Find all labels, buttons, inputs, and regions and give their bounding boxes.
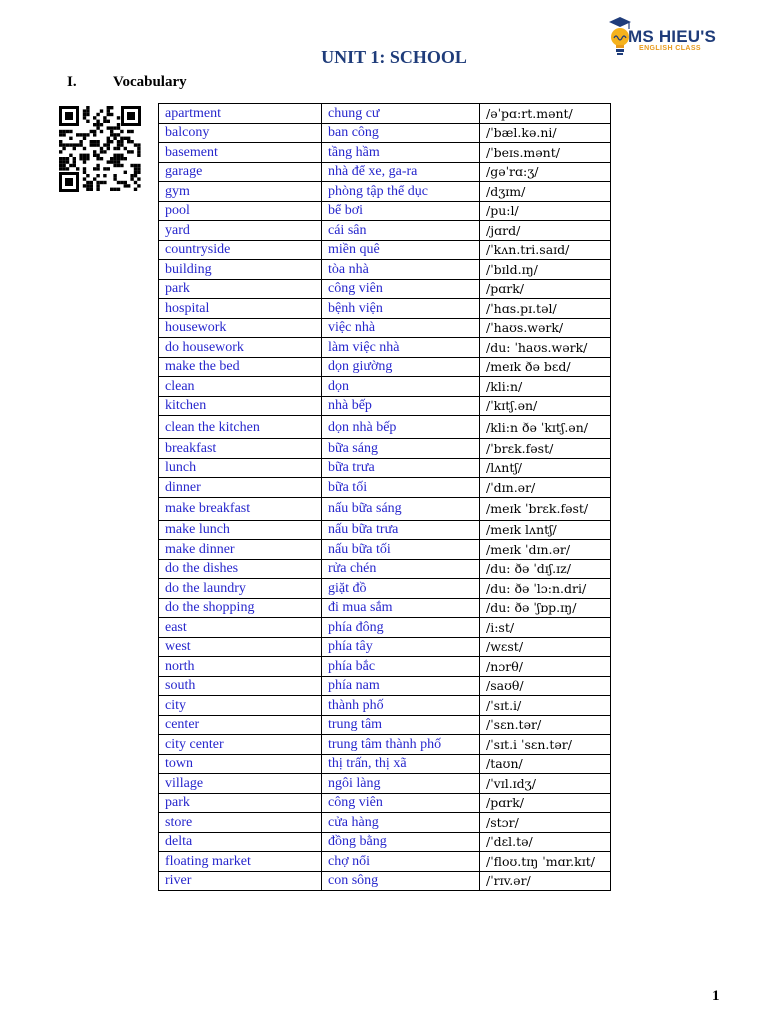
table-row [159,832,611,852]
table-row [159,813,611,833]
vocab-english: west [159,637,322,657]
vocab-vietnamese: chung cư [322,104,480,124]
vocab-english: do the shopping [159,598,322,618]
vocab-vietnamese: con sông [322,871,480,891]
vocab-ipa: /pu:l/ [480,201,611,221]
vocab-ipa: /ˈbæl.kə.ni/ [480,123,611,143]
vocab-english: city center [159,735,322,755]
vocab-vietnamese: bữa tối [322,478,480,498]
vocab-ipa: /pɑrk/ [480,279,611,299]
table-row [159,618,611,638]
vocab-vietnamese: công viên [322,279,480,299]
vocab-english: kitchen [159,396,322,416]
vocab-vietnamese: ngôi làng [322,774,480,794]
vocab-vietnamese: dọn [322,377,480,397]
vocab-english: park [159,279,322,299]
vocab-vietnamese: tầng hầm [322,143,480,163]
vocab-ipa: /pɑrk/ [480,793,611,813]
vocab-vietnamese: rửa chén [322,559,480,579]
vocab-english: countryside [159,240,322,260]
vocab-vietnamese: chợ nổi [322,852,480,872]
table-row [159,396,611,416]
vocab-english: apartment [159,104,322,124]
table-row [159,221,611,241]
vocab-ipa: /ˈkʌn.tri.saɪd/ [480,240,611,260]
vocab-ipa: /ˈsɪt.i/ [480,696,611,716]
vocab-ipa: /ˈbeɪs.mənt/ [480,143,611,163]
vocab-ipa: /du: ðə ˈʃɒp.ɪŋ/ [480,598,611,618]
vocab-vietnamese: phía tây [322,637,480,657]
table-row [159,579,611,599]
vocab-ipa: /du: ˈhaʊs.wərk/ [480,338,611,358]
table-row [159,637,611,657]
table-row [159,357,611,377]
vocab-ipa: /əˈpɑ:rt.mənt/ [480,104,611,124]
vocab-vietnamese: nấu bữa trưa [322,520,480,540]
table-row [159,774,611,794]
vocab-vietnamese: bể bơi [322,201,480,221]
table-row [159,299,611,319]
vocab-english: center [159,715,322,735]
vocab-english: east [159,618,322,638]
table-row [159,754,611,774]
vocab-vietnamese: nhà bếp [322,396,480,416]
vocab-vietnamese: thành phố [322,696,480,716]
vocab-vietnamese: phía bắc [322,657,480,677]
vocab-english: do housework [159,338,322,358]
qr-code-icon [59,106,141,192]
vocab-vietnamese: giặt đồ [322,579,480,599]
vocab-english: north [159,657,322,677]
table-row [159,458,611,478]
table-row [159,377,611,397]
vocab-vietnamese: bệnh viện [322,299,480,319]
vocab-ipa: /meɪk lʌntʃ/ [480,520,611,540]
vocab-ipa: /meɪk ðə bɛd/ [480,357,611,377]
vocab-ipa: /ˈdɛl.tə/ [480,832,611,852]
vocab-ipa: /ˈvɪl.ɪdʒ/ [480,774,611,794]
vocab-vietnamese: công viên [322,793,480,813]
table-row [159,540,611,560]
vocab-vietnamese: dọn nhà bếp [322,416,480,439]
table-row [159,123,611,143]
vocab-ipa: /ˈbrɛk.fəst/ [480,439,611,459]
vocab-ipa: /kli:n ðə ˈkɪtʃ.ən/ [480,416,611,439]
vocab-ipa: /jɑrd/ [480,221,611,241]
vocab-vietnamese: trung tâm [322,715,480,735]
table-row [159,559,611,579]
table-row [159,279,611,299]
vocab-vietnamese: phòng tập thể dục [322,182,480,202]
table-row [159,260,611,280]
vocab-ipa: /dʒɪm/ [480,182,611,202]
page-title: UNIT 1: SCHOOL [321,47,467,67]
vocab-ipa: /ˈhaʊs.wərk/ [480,318,611,338]
vocab-english: clean [159,377,322,397]
vocab-english: store [159,813,322,833]
vocab-vietnamese: nấu bữa tối [322,540,480,560]
vocab-ipa: /kli:n/ [480,377,611,397]
table-row [159,520,611,540]
table-row [159,598,611,618]
vocab-english: garage [159,162,322,182]
vocab-english: park [159,793,322,813]
table-row [159,318,611,338]
vocab-english: basement [159,143,322,163]
vocab-ipa: /taʊn/ [480,754,611,774]
vocab-vietnamese: ban công [322,123,480,143]
table-row [159,793,611,813]
table-row [159,696,611,716]
vocab-vietnamese: việc nhà [322,318,480,338]
table-row [159,657,611,677]
section-number: I. [67,74,77,90]
vocab-ipa: /saʊθ/ [480,676,611,696]
table-row [159,735,611,755]
vocab-vietnamese: làm việc nhà [322,338,480,358]
vocab-english: village [159,774,322,794]
vocab-english: do the dishes [159,559,322,579]
vocab-vietnamese: thị trấn, thị xã [322,754,480,774]
section-title: Vocabulary [113,74,187,90]
vocab-english: dinner [159,478,322,498]
vocab-ipa: /stɔr/ [480,813,611,833]
vocab-vietnamese: miền quê [322,240,480,260]
vocab-english: lunch [159,458,322,478]
table-row [159,715,611,735]
vocab-ipa: /ˈsɛn.tər/ [480,715,611,735]
vocab-ipa: /du: ðə ˈdɪʃ.ɪz/ [480,559,611,579]
vocab-vietnamese: cái sân [322,221,480,241]
vocab-english: balcony [159,123,322,143]
vocab-ipa: /lʌntʃ/ [480,458,611,478]
table-row [159,201,611,221]
vocab-english: make lunch [159,520,322,540]
vocab-ipa: /wɛst/ [480,637,611,657]
vocab-english: make breakfast [159,497,322,520]
vocab-english: south [159,676,322,696]
vocab-ipa: /ˈkɪtʃ.ən/ [480,396,611,416]
vocab-english: breakfast [159,439,322,459]
table-row [159,871,611,891]
vocab-vietnamese: phía đông [322,618,480,638]
vocab-vietnamese: trung tâm thành phố [322,735,480,755]
vocab-vietnamese: tòa nhà [322,260,480,280]
vocab-english: yard [159,221,322,241]
vocab-english: hospital [159,299,322,319]
vocab-ipa: /du: ðə ˈlɔ:n.dri/ [480,579,611,599]
table-row [159,338,611,358]
vocab-english: floating market [159,852,322,872]
vocab-vietnamese: đồng bằng [322,832,480,852]
table-row [159,416,611,439]
logo-subtitle: ENGLISH CLASS [639,45,701,52]
vocab-ipa: /i:st/ [480,618,611,638]
vocab-english: pool [159,201,322,221]
vocab-vietnamese: nấu bữa sáng [322,497,480,520]
vocab-english: do the laundry [159,579,322,599]
vocab-ipa: /ˈrɪv.ər/ [480,871,611,891]
vocab-english: building [159,260,322,280]
vocabulary-table [158,103,611,891]
table-row [159,852,611,872]
table-row [159,497,611,520]
vocab-ipa: /ˈfloʊ.tɪŋ ˈmɑr.kɪt/ [480,852,611,872]
vocab-ipa: /ˈhɑs.pɪ.təl/ [480,299,611,319]
table-row [159,104,611,124]
table-row [159,478,611,498]
table-row [159,143,611,163]
vocab-ipa: /ˈsɪt.i ˈsɛn.tər/ [480,735,611,755]
page-number: 1 [712,988,720,1004]
vocab-ipa: /ˈdɪn.ər/ [480,478,611,498]
vocab-english: clean the kitchen [159,416,322,439]
table-row [159,439,611,459]
vocab-ipa: /ˈbɪld.ɪŋ/ [480,260,611,280]
vocab-vietnamese: nhà để xe, ga-ra [322,162,480,182]
vocab-vietnamese: dọn giường [322,357,480,377]
logo-name: MS HIEU'S [628,27,717,46]
table-row [159,240,611,260]
vocab-english: town [159,754,322,774]
vocab-vietnamese: bữa sáng [322,439,480,459]
vocab-english: delta [159,832,322,852]
vocab-vietnamese: phía nam [322,676,480,696]
vocab-english: make dinner [159,540,322,560]
vocab-english: make the bed [159,357,322,377]
vocab-english: city [159,696,322,716]
vocab-ipa: /meɪk ˈdɪn.ər/ [480,540,611,560]
vocab-ipa: /meɪk ˈbrɛk.fəst/ [480,497,611,520]
vocab-vietnamese: đi mua sắm [322,598,480,618]
vocab-english: gym [159,182,322,202]
table-row [159,162,611,182]
vocab-english: river [159,871,322,891]
vocab-vietnamese: cửa hàng [322,813,480,833]
table-row [159,676,611,696]
vocab-english: housework [159,318,322,338]
vocab-ipa: /nɔrθ/ [480,657,611,677]
table-row [159,182,611,202]
vocab-ipa: /gəˈrɑ:ʒ/ [480,162,611,182]
vocab-vietnamese: bữa trưa [322,458,480,478]
